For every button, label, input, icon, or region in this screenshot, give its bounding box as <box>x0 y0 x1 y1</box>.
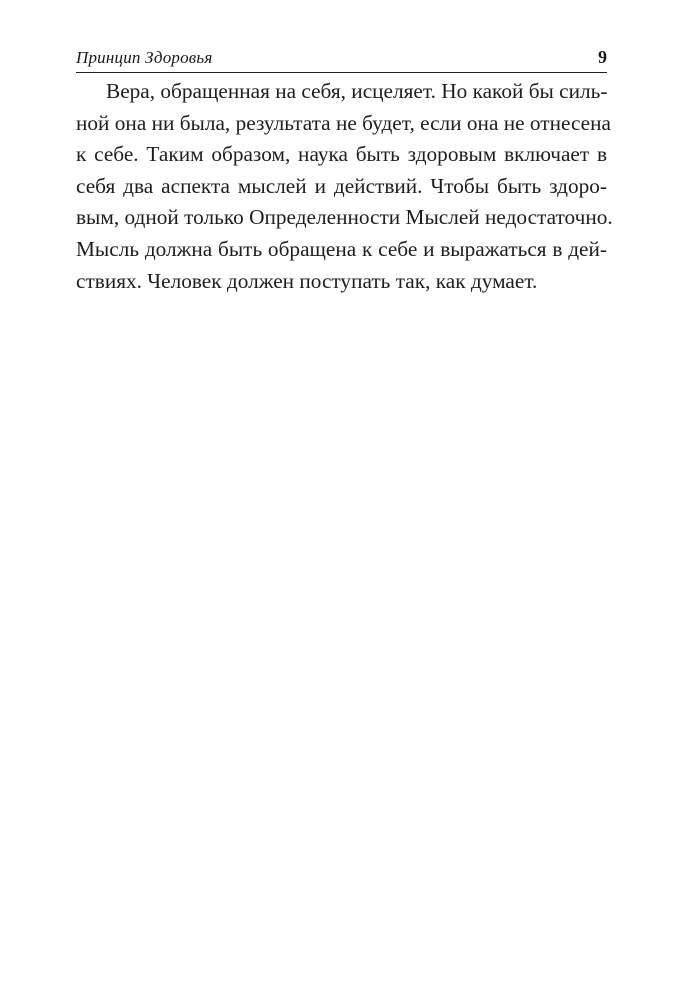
paragraph <box>76 76 613 297</box>
text-line: ствиях. Человек должен поступать так, как думает. <box>76 268 538 293</box>
text-line: Вера, обращенная на себя, исцеляет. Но какой бы силь- <box>106 79 608 103</box>
text-line: ной она ни была, результата не будет, если она не отнесена <box>76 110 611 135</box>
text-line: к себе. Таким образом, наука быть здоровым включает в <box>76 142 607 167</box>
text-line: себя два аспекта мыслей и действий. Чтобы быть здоро- <box>76 173 607 198</box>
text-line: Мысль должна быть обращена к себе и выражаться в дей- <box>76 236 607 261</box>
page-number: 9 <box>598 47 607 67</box>
running-header <box>76 42 607 73</box>
text-line: вым, одной только Определенности Мыслей недостаточно. <box>76 205 613 230</box>
running-title: Принцип Здоровья <box>76 48 213 67</box>
